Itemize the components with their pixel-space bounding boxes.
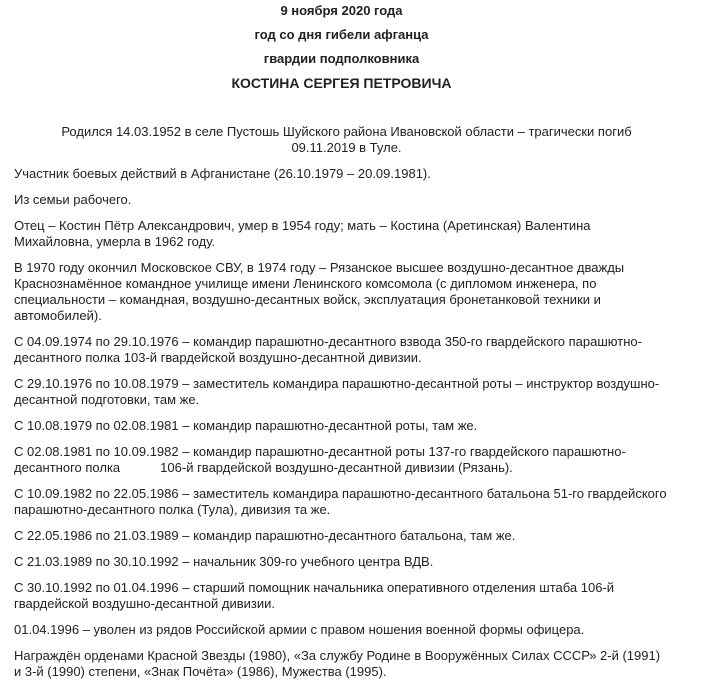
paragraph-education: В 1970 году окончил Московское СВУ, в 1974 году – Рязанское высшее воздушно-десантное дважды Краснознамённое командное училище имени Ленинского комсомола (с дипломом инженера, по специальности – командная, воздушно-десантных войск, эксплуатация бронетанковой техники и автомобилей). [14,260,625,323]
paragraph-service-1982: С 10.09.1982 по 22.05.1986 – заместитель командира парашютно-десантного батальона 51-го гвардейского парашютно-десантного полка (Тула), дивизия та же. [14,486,667,517]
heading-date: 9 ноября 2020 года [280,3,403,18]
heading-rank: гвардии подполковника [263,51,420,66]
paragraph-discharge: 01.04.1996 – уволен из рядов Российской армии с правом ношения военной формы офицера. [14,622,585,637]
paragraph-family: Из семьи рабочего. [14,192,132,207]
paragraph-service-1976: С 29.10.1976 по 10.08.1979 – заместитель командира парашютно-десантной роты – инструктор воздушно-десантной подготовки, там же. [14,376,660,407]
paragraph-awards: Награждён орденами Красной Звезды (1980), «За службу Родине в Вооружённых Силах СССР» 2-й (1991) и 3-й (1990) степени, «Знак Почёта» (1986), Мужества (1995). [14,648,661,679]
heading-anniversary: год со дня гибели афганца [254,27,429,42]
paragraph-afghanistan: Участник боевых действий в Афганистане (26.10.1979 – 20.09.1981). [14,166,431,181]
paragraph-parents: Отец – Костин Пётр Александрович, умер в 1954 году; мать – Костина (Аретинская) Валентина Михайловна, умерла в 1962 году. [14,218,591,249]
paragraph-service-1981-head: С 02.08.1981 по 10.09.1982 – командир парашютно-десантной роты 137-го гвардейского парашютно-десантного полка [14,444,626,475]
paragraph-service-1981-tail: 106-й гвардейской воздушно-десантной дивизии (Рязань). [160,460,513,475]
paragraph-service-1992: С 30.10.1992 по 01.04.1996 – старший помощник начальника оперативного отделения штаба 106-й гвардейской воздушно-десантной дивизии. [14,580,615,611]
paragraph-service-1974: С 04.09.1974 по 29.10.1976 – командир парашютно-десантного взвода 350-го гвардейского парашютно-десантного полка 103-й гвардейской воздушно-десантной дивизии. [14,334,642,365]
paragraph-service-1986: С 22.05.1986 по 21.03.1989 – командир парашютно-десантного батальона, там же. [14,528,516,543]
intro-paragraph: Родился 14.03.1952 в селе Пустошь Шуйского района Ивановской области – трагически погиб 09.11.2019 в Туле. [61,124,632,155]
paragraph-service-1989: С 21.03.1989 по 30.10.1992 – начальник 309-го учебного центра ВДВ. [14,554,434,569]
heading-name: КОСТИНА СЕРГЕЯ ПЕТРОВИЧА [231,75,452,91]
paragraph-service-1981 [14,444,669,476]
paragraph-service-1979: С 10.08.1979 по 02.08.1981 – командир парашютно-десантной роты, там же. [14,418,478,433]
